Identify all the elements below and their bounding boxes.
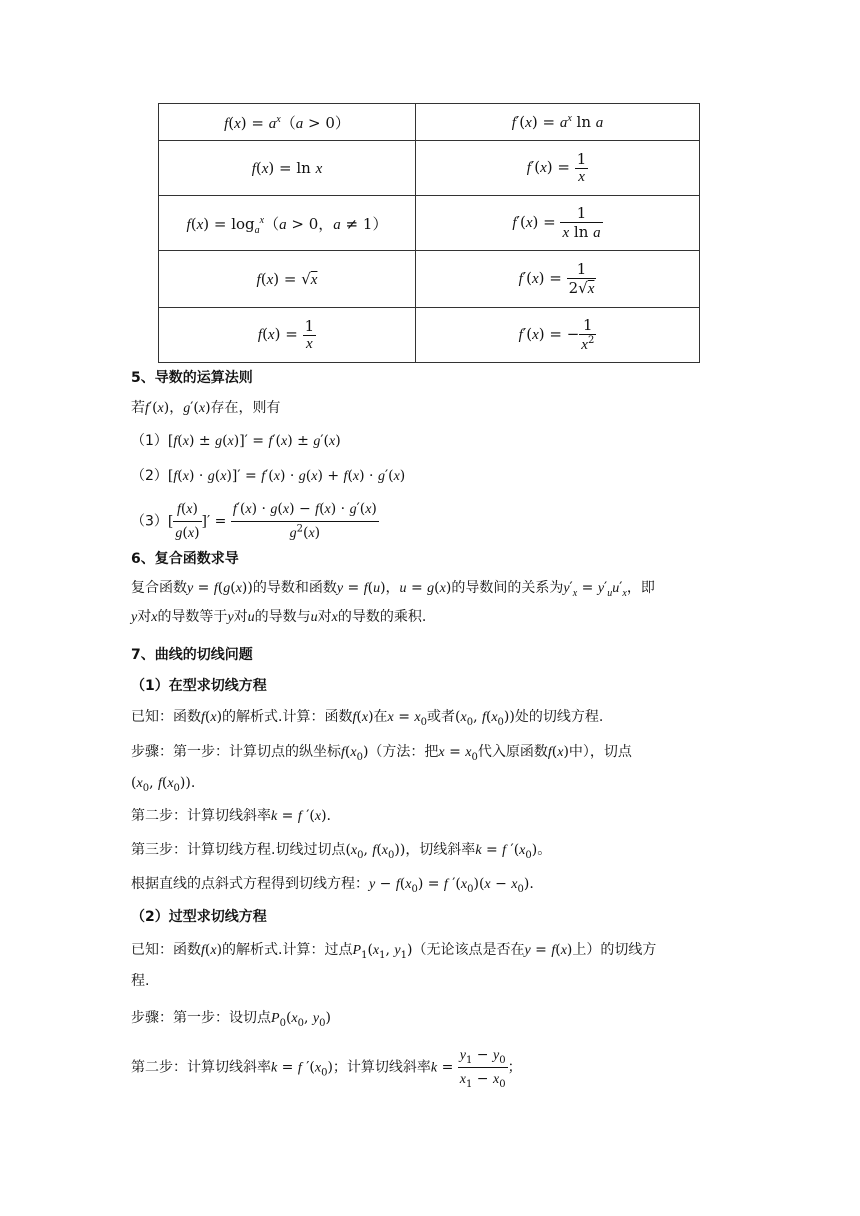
- section-5: [131, 363, 735, 545]
- text: 的导数与: [254, 609, 311, 625]
- fraction: $\frac{1}{\text{x ln a}}$: [562, 204, 601, 241]
- text: 已知：函数: [131, 942, 201, 958]
- paragraph: 根据直线的点斜式方程得到切线方程：$y - f(x_0) = f$ $'(x_0)(x - x_0)$.: [131, 876, 534, 895]
- section-heading: 6、复合函数求导: [131, 551, 239, 567]
- derivative-table: [158, 103, 700, 363]
- paragraph: 第二步：计算切线斜率k = f ′(x).: [131, 808, 331, 824]
- text: 的导数间的关系为: [451, 580, 564, 596]
- text: （2）: [131, 468, 168, 484]
- table-cell-function: $f(x) = \log_a^x(a > 0$，a ≠ 1）: [159, 196, 416, 251]
- table-row: [159, 141, 700, 196]
- text: 或者: [427, 709, 455, 725]
- text: 的解析式.计算：过点: [222, 942, 353, 958]
- table-row: [159, 196, 700, 251]
- table-row: [159, 104, 700, 141]
- paragraph: ($x_0$, $f(x_0)$).: [131, 775, 196, 794]
- text: 对: [233, 609, 248, 625]
- formula-rule-2: （2）[f(x) · g(x)]′ = f′(x) · g(x) + f(x) · g′(x): [131, 468, 406, 484]
- paragraph: 已知：函数f(x)的解析式.计算：函数f(x)在$x = x_0$或者($x_0$, $f(x_0)$)处的切线方程.: [131, 709, 604, 728]
- subsection-heading: （2）过型求切线方程: [131, 909, 267, 925]
- text: （方法：把: [368, 744, 439, 760]
- section-heading: 7、曲线的切线问题: [131, 647, 253, 663]
- text: 存在，则有: [210, 400, 281, 416]
- text: 在: [373, 709, 388, 725]
- table-cell-function: f(x) = ln x: [159, 141, 416, 196]
- table-row: [159, 308, 700, 363]
- text: 步骤：第一步：计算切点的纵坐标: [131, 744, 341, 760]
- fraction: $\frac{y_1 - y_0}{x_1 - x_0}$: [459, 1047, 506, 1090]
- paragraph: y对x的导数等于y对u的导数与u对x的导数的乘积.: [131, 609, 427, 625]
- table-cell-derivative: f′(x) = $\frac{1}{\text{x ln a}}$: [416, 196, 700, 251]
- table-cell-derivative: f′(x) = $\frac{1}{2√x}$: [416, 251, 700, 308]
- subsection-heading: （1）在型求切线方程: [131, 678, 267, 694]
- table-cell-function: $f(x) = a^x(a > 0)$: [159, 104, 416, 141]
- text: （3）: [131, 513, 168, 530]
- paragraph: 第三步：计算切线方程.切线过切点($x_0$, $f(x_0)$)，切线斜率k = f $'(x_0)$。: [131, 842, 552, 861]
- text: 上）的切线方: [572, 942, 657, 958]
- fraction: $\frac{1}{x}$: [576, 150, 587, 185]
- paragraph: 第二步：计算切线斜率k = f $'(x_0)$；计算切线斜率k = $\frac{y_1 - y_0}{x_1 - x_0}$ ；: [131, 1044, 735, 1091]
- paragraph: 复合函数y = f(g(x))的导数和函数y = f(u)，u = g(x)的导数间的关系为$y'_x = y'_uu'_x$，即: [131, 580, 655, 599]
- table-cell-function: f(x) = $\frac{1}{x}$: [159, 308, 416, 363]
- paragraph: 步骤：第一步：计算切点的纵坐标$f(x_0)$（方法：把$x = x_0$代入原函数f(x)中），切点: [131, 744, 632, 763]
- text: 中），切点: [568, 744, 632, 760]
- formula-rule-1: （1）[f(x) ± g(x)]′ = f′(x) ± g′(x): [131, 433, 341, 449]
- table-cell-derivative: $f'(x) = a^x$ ln a: [416, 104, 700, 141]
- text: 第二步：计算切线斜率: [131, 808, 271, 824]
- section-7: [131, 640, 735, 1091]
- text: 对: [317, 609, 332, 625]
- text: 步骤：第一步：设切点: [131, 1010, 271, 1026]
- text: 复合函数: [131, 580, 187, 596]
- text: 若: [131, 400, 145, 416]
- text: 处的切线方程.: [514, 709, 604, 725]
- table-row: [159, 251, 700, 308]
- text: 代入原函数: [477, 744, 548, 760]
- text: ；: [507, 1059, 522, 1076]
- text: 的导数的乘积.: [337, 609, 427, 625]
- text: 对: [137, 609, 152, 625]
- text: 根据直线的点斜式方程得到切线方程：: [131, 876, 369, 892]
- section-heading: 5、导数的运算法则: [131, 370, 253, 386]
- text: ；计算切线斜率: [332, 1059, 431, 1076]
- text: 程.: [131, 973, 150, 989]
- paragraph: 步骤：第一步：设切点$P_0(x_0$, $y_0$): [131, 1010, 331, 1029]
- fraction: $\frac{1}{x^2}$: [581, 316, 595, 353]
- fraction: $\frac{f'(x) \cdot g(x) - f(x) \cdot g'(x)}{g^2(x)}$: [231, 498, 379, 545]
- text: （1）: [131, 433, 168, 449]
- section-6: [131, 545, 735, 632]
- text: 。: [537, 842, 552, 858]
- text: ，即: [626, 580, 655, 596]
- formula-rule-3: （3）[ $\frac{f(x)}{g(x)}$ ]′ = $\frac{f'(x) \cdot g(x) - f(x) \cdot g'(x)}{g^2(x)}$: [131, 498, 735, 545]
- paragraph: 已知：函数f(x)的解析式.计算：过点$P_1(x_1$, $y_1$)（无论该点是否在y = f(x)上）的切线方: [131, 942, 657, 961]
- table-cell-derivative: f′(x) = $\frac{1}{x}$: [416, 141, 700, 196]
- paragraph: 若f′(x)，g′(x)存在，则有: [131, 400, 281, 416]
- text: 第二步：计算切线斜率: [131, 1059, 271, 1076]
- paragraph: [131, 966, 735, 997]
- text: 的解析式.计算：函数: [222, 709, 353, 725]
- text: ，切线斜率: [405, 842, 476, 858]
- text: （无论该点是否在: [412, 942, 525, 958]
- table-cell-derivative: f′(x) = − $\frac{1}{x^2}$: [416, 308, 700, 363]
- text: 的导数等于: [157, 609, 228, 625]
- text: 已知：函数: [131, 709, 201, 725]
- text: 第三步：计算切线方程.切线过切点: [131, 842, 346, 858]
- fraction: $\frac{1}{x}$: [304, 317, 315, 352]
- fraction: $\frac{1}{2√x}$: [568, 260, 595, 297]
- table-cell-function: f(x) = √x: [159, 251, 416, 308]
- fraction: $\frac{f(x)}{g(x)}$: [173, 498, 201, 545]
- text: 的导数和函数: [252, 580, 337, 596]
